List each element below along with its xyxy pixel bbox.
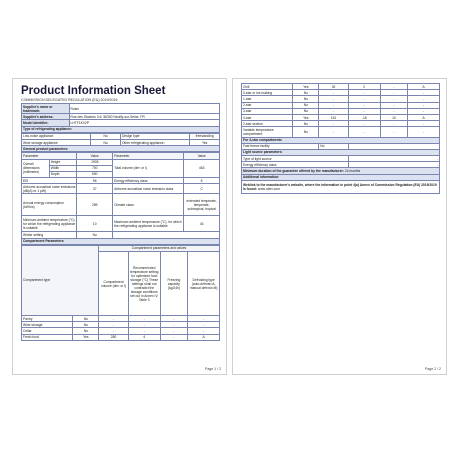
type-label: Design type: [120, 133, 189, 139]
compartment-volume: - [319, 96, 349, 102]
compartment-row [22, 334, 220, 340]
dimension-name: Depth [49, 171, 77, 177]
compartment-name: 2-star [242, 102, 293, 108]
page-number: Page 1 / 2 [205, 367, 221, 371]
compartment-defrost: - [408, 96, 440, 102]
general-header: General product parameters: [22, 146, 220, 152]
compartment-present: No [293, 90, 319, 96]
dimensions-label: Overall dimensions (millimetre) [22, 159, 50, 178]
compartment-volume: 151 [319, 114, 349, 120]
compartment-capacity: 10 [380, 114, 408, 120]
compartment-present: No [293, 102, 319, 108]
compartment-capacity: - [160, 316, 188, 322]
compartment-temp: 4 [128, 334, 160, 340]
supplier-table [21, 103, 220, 133]
compartment-capacity: - [380, 108, 408, 114]
dimension-name: Height [49, 159, 77, 165]
noise-class-value: C [184, 184, 220, 194]
compartment-volume: - [99, 316, 129, 322]
four-star-header: For 4-star compartments [242, 137, 440, 143]
compartment-capacity: - [160, 322, 188, 328]
compartment-defrost: A [188, 334, 220, 340]
compartment-defrost: - [188, 328, 220, 334]
compartment-volume: - [319, 102, 349, 108]
product-information-sheet [21, 85, 220, 341]
compartment-temp: - [348, 102, 380, 108]
compartment-present: No [293, 108, 319, 114]
compartment-temp: - [348, 108, 380, 114]
dimension-name: Width [49, 165, 77, 171]
compartment-volume: 32 [319, 84, 349, 90]
compartment-name: 4-star [242, 114, 293, 120]
supplier-address-label: Supplier's address: [22, 114, 70, 120]
fast-freeze-label: Fast freeze facility [242, 143, 319, 149]
climate-value: extended temperate, temperate, subtropical, tropical [184, 194, 220, 216]
compartment-capacity: - [380, 90, 408, 96]
compartment-defrost: - [188, 316, 220, 322]
compartment-name: 3-star [242, 108, 293, 114]
type-value: No [91, 139, 121, 145]
compartment-volume: 280 [99, 334, 129, 340]
additional-header: Additional information: [242, 174, 440, 180]
compartment-name: Pantry [22, 316, 73, 322]
compartment-row [242, 127, 440, 137]
general-parameters-table [21, 152, 220, 245]
comp-header-row [22, 238, 220, 244]
total-volume-value: 463 [184, 159, 220, 178]
min-temp-label: Minimum ambient temperature (°C), for which the refrigerating appliance is suitable [23, 217, 76, 230]
noise-row [22, 184, 220, 194]
light-class-label: Energy efficiency class [242, 162, 349, 168]
aec-label: Annual energy consumption (kWh/a) [22, 194, 77, 216]
compartment-temp: - [348, 96, 380, 102]
compartment-temp: - [348, 121, 380, 127]
climate-label: Climate class: [113, 194, 184, 216]
compartment-defrost: - [408, 102, 440, 108]
compartment-present: Yes [293, 114, 319, 120]
compartment-capacity: - [160, 334, 188, 340]
comp-col-temperature: Recommended temperature setting for optimised food storage (°C) These settings shall not contradict the storage conditions set out in Annex IV, Table 3 [128, 252, 160, 316]
general-header-row [22, 146, 220, 152]
compartment-present: No [73, 328, 99, 334]
compartment-name: 1-star [242, 96, 293, 102]
document-page-1 [12, 78, 227, 375]
comp-header: Compartment Parameters: [22, 238, 220, 244]
page-number: Page 2 / 2 [425, 367, 441, 371]
type-header: Type of refrigerating appliance: [22, 126, 220, 132]
eei-value: 96 [77, 178, 113, 184]
param-head-value: Value [184, 153, 220, 159]
compartment-volume: - [319, 108, 349, 114]
comp-col-volume: Compartment volume (dm³ or l) [99, 252, 129, 316]
page-title: Product Information Sheet [21, 85, 166, 97]
type-label: Low-noise appliance: [22, 133, 91, 139]
type-value: freestanding [190, 133, 220, 139]
compartment-volume: - [319, 90, 349, 96]
product-information-sheet-continued [241, 83, 440, 194]
compartment-capacity: - [380, 127, 408, 137]
winter-label: Winter setting [22, 232, 77, 238]
light-class-value: - [348, 162, 439, 168]
model-id-value: LHTF1KX2P [69, 120, 219, 126]
compartment-capacity: - [380, 84, 408, 90]
compartment-volume: - [99, 328, 129, 334]
weblink-value[interactable]: www.rolex.com [257, 186, 281, 191]
compartment-temp: -18 [348, 114, 380, 120]
energy-class-value: E [184, 178, 220, 184]
compartment-defrost: - [408, 127, 440, 137]
compartment-name: Variable temperature compartment [242, 127, 293, 137]
compartment-present: No [73, 322, 99, 328]
compartment-present: No [293, 121, 319, 127]
light-type-label: Type of light source [242, 156, 349, 162]
compartment-name: Fresh food [22, 334, 73, 340]
noise-value: 37 [77, 184, 113, 194]
max-temp-label: Maximum ambient temperature (°C), for which the refrigerating appliance is suitable [113, 216, 184, 232]
compartment-name: Wine storage [22, 322, 73, 328]
comp-type-head: Compartment type [22, 245, 99, 315]
compartment-temp: - [348, 127, 380, 137]
type-value: Yes [190, 139, 220, 145]
total-volume-label: Total volume (dm³ or l) [113, 159, 184, 178]
compartment-table [21, 245, 220, 341]
weblink-row [242, 180, 440, 193]
winter-value: No [77, 232, 113, 238]
light-header: Light source parameters: [242, 149, 440, 155]
compartment-capacity: - [380, 96, 408, 102]
compartment-defrost: - [188, 322, 220, 328]
aec-row [22, 194, 220, 216]
regulation-reference: COMMISSION DELEGATED REGULATION (EU) 2019/2016 [21, 98, 118, 102]
compartment-present: No [293, 127, 319, 137]
fast-freeze-value: No [319, 143, 349, 149]
comp-col-defrost: Defrosting type (auto-defrost=A, manual defrost=M) [188, 252, 220, 316]
type-table [21, 133, 220, 153]
dimension-value: 690 [77, 171, 113, 177]
dimension-value: 700 [77, 165, 113, 171]
compartment-name: Chill [242, 84, 293, 90]
compartment-volume: - [319, 127, 349, 137]
guarantee-label: Minimum duration of the guarantee offered by the manufacturer: [243, 169, 344, 174]
energy-class-label: Energy efficiency class [113, 178, 184, 184]
compartment-name: Cellar [22, 328, 73, 334]
compartment-defrost: - [408, 108, 440, 114]
compartment-defrost: - [408, 90, 440, 96]
compartment-temp: - [128, 322, 160, 328]
type-header-row [22, 126, 220, 132]
max-temp-value: 43 [184, 216, 220, 232]
compartment-defrost: - [408, 121, 440, 127]
light-type-value: - [348, 156, 439, 162]
compartment-temp: - [128, 316, 160, 322]
noise-label: Airborne acoustical noise emissions (dB(A) re 1 pW) [23, 184, 76, 193]
compartment-temp: 2 [348, 84, 380, 90]
type-value: No [91, 133, 121, 139]
compartment-name: 2-star section [242, 121, 293, 127]
compartment-table-continued [241, 83, 440, 194]
weblink-label: Weblink to the manufacturer's website, where the information in point 4(a) Annex of Commission Regulation (EU) 2019/2019 is found: [243, 182, 437, 191]
aec-value: 289 [77, 194, 113, 216]
min-temp-value: 10 [77, 216, 113, 232]
compartment-capacity: - [380, 121, 408, 127]
compartment-present: No [293, 96, 319, 102]
temperature-row [22, 216, 220, 232]
guarantee-value: 24 months [344, 169, 361, 174]
comp-params-head: Compartment parameters and values [99, 245, 220, 251]
compartment-name: 0-star or ice-making [242, 90, 293, 96]
type-label: Other refrigerating appliance: [120, 139, 189, 145]
compartment-defrost: A [408, 84, 440, 90]
compartment-present: Yes [293, 84, 319, 90]
noise-class-label: Airborne acoustical noise emission class [113, 184, 184, 194]
compartment-defrost: A [408, 114, 440, 120]
compartment-present: Yes [73, 334, 99, 340]
supplier-name-label: Supplier's name or trademark: [22, 104, 70, 114]
compartment-temp: - [348, 90, 380, 96]
model-id-label: Model identifier: [22, 120, 70, 126]
compartment-volume: - [319, 121, 349, 127]
compartment-present: No [73, 316, 99, 322]
compartment-capacity: - [160, 328, 188, 334]
compartment-capacity: - [380, 102, 408, 108]
compartment-temp: - [128, 328, 160, 334]
param-head-value: Value [77, 153, 113, 159]
type-label: Wine storage appliance: [22, 139, 91, 145]
eei-label: EEI [22, 178, 77, 184]
dimension-value: 1905 [77, 159, 113, 165]
supplier-name-value: Rolex [69, 104, 219, 114]
comp-col-capacity: Freezing capacity (kg/24h) [160, 252, 188, 316]
supplier-name-row [22, 104, 220, 114]
param-head-label: Parameter [22, 153, 77, 159]
compartment-volume: - [99, 322, 129, 328]
supplier-address-value: Rue des Glaciers 3-6, 56300 Neuilly-sur-Seine, FR [69, 114, 219, 120]
param-head-label: Parameter [113, 153, 184, 159]
document-page-2 [232, 78, 447, 375]
